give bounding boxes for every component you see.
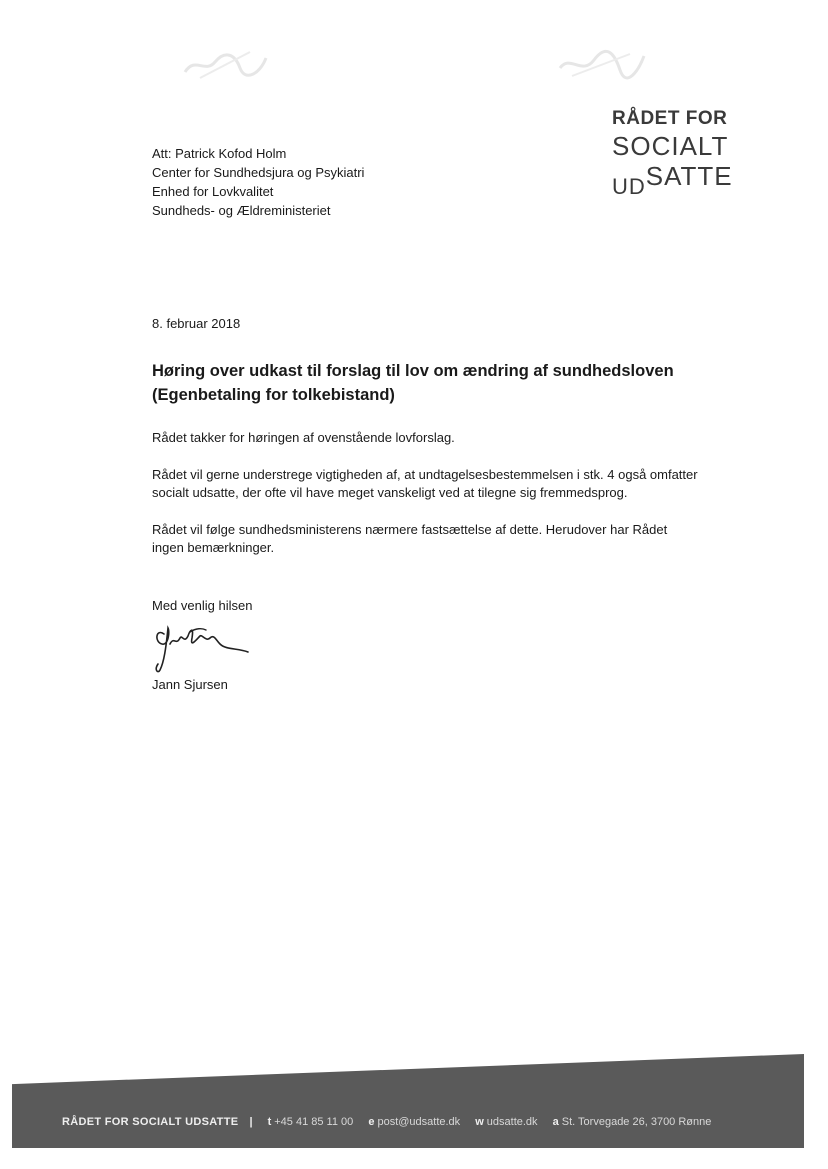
footer-email-label: e <box>368 1116 375 1128</box>
logo-line-1: RÅDET FOR <box>612 108 728 129</box>
organization-logo <box>612 108 733 201</box>
handwritten-signature <box>150 618 260 676</box>
footer-contact-line <box>62 1116 719 1128</box>
logo-satte: SATTE <box>645 161 733 191</box>
subject-line-1: Høring over udkast til forslag til lov om ændring af sundhedsloven <box>152 362 674 380</box>
letter-closing: Med venlig hilsen <box>152 598 253 613</box>
letter-subject <box>152 359 732 407</box>
scan-stamp-mark <box>180 44 270 84</box>
footer-web-label: w <box>475 1116 484 1128</box>
footer-email[interactable]: post@udsatte.dk <box>377 1116 461 1128</box>
footer-website[interactable]: udsatte.dk <box>486 1116 538 1128</box>
paragraph-2-line-1: Rådet vil gerne understrege vigtigheden af, at undtagelsesbestemmelsen i stk. 4 også omfatter <box>152 466 698 482</box>
footer-address: St. Torvegade 26, 3700 Rønne <box>561 1116 712 1128</box>
scan-stamp-mark <box>556 44 646 84</box>
logo-line-3 <box>612 162 733 201</box>
footer-phone[interactable]: +45 41 85 11 00 <box>274 1116 354 1128</box>
body-paragraph-3 <box>152 521 752 558</box>
signer-name: Jann Sjursen <box>152 677 228 692</box>
recipient-address <box>152 144 364 220</box>
paragraph-3-line-1: Rådet vil følge sundhedsministerens nærmere fastsættelse af dette. Herudover har Rådet <box>152 521 668 537</box>
paragraph-1-text: Rådet takker for høringen af ovenstående lovforslag. <box>152 430 455 445</box>
recipient-att: Att: Patrick Kofod Holm <box>152 146 287 161</box>
subject-line-2: (Egenbetaling for tolkebistand) <box>152 386 395 404</box>
paragraph-2-line-2: socialt udsatte, der ofte vil have meget vanskeligt ved at tilegne sig fremmedsprog. <box>152 485 628 500</box>
footer-address-label: a <box>552 1116 559 1128</box>
logo-line-2: SOCIALT <box>612 131 729 161</box>
body-paragraph-1 <box>152 429 752 448</box>
footer-org-name: RÅDET FOR SOCIALT UDSATTE <box>62 1116 239 1128</box>
recipient-unit: Enhed for Lovkvalitet <box>152 184 274 199</box>
recipient-ministry: Sundheds- og Ældreministeriet <box>152 203 331 218</box>
footer-band <box>12 1054 804 1148</box>
footer-phone-label: t <box>267 1116 272 1128</box>
logo-ud: UD <box>612 174 646 199</box>
body-paragraph-2 <box>152 466 752 503</box>
footer-separator: | <box>249 1116 253 1128</box>
letter-date: 8. februar 2018 <box>152 316 241 331</box>
paragraph-3-line-2: ingen bemærkninger. <box>152 540 275 555</box>
recipient-center: Center for Sundhedsjura og Psykiatri <box>152 165 365 180</box>
letter-body <box>152 429 752 576</box>
